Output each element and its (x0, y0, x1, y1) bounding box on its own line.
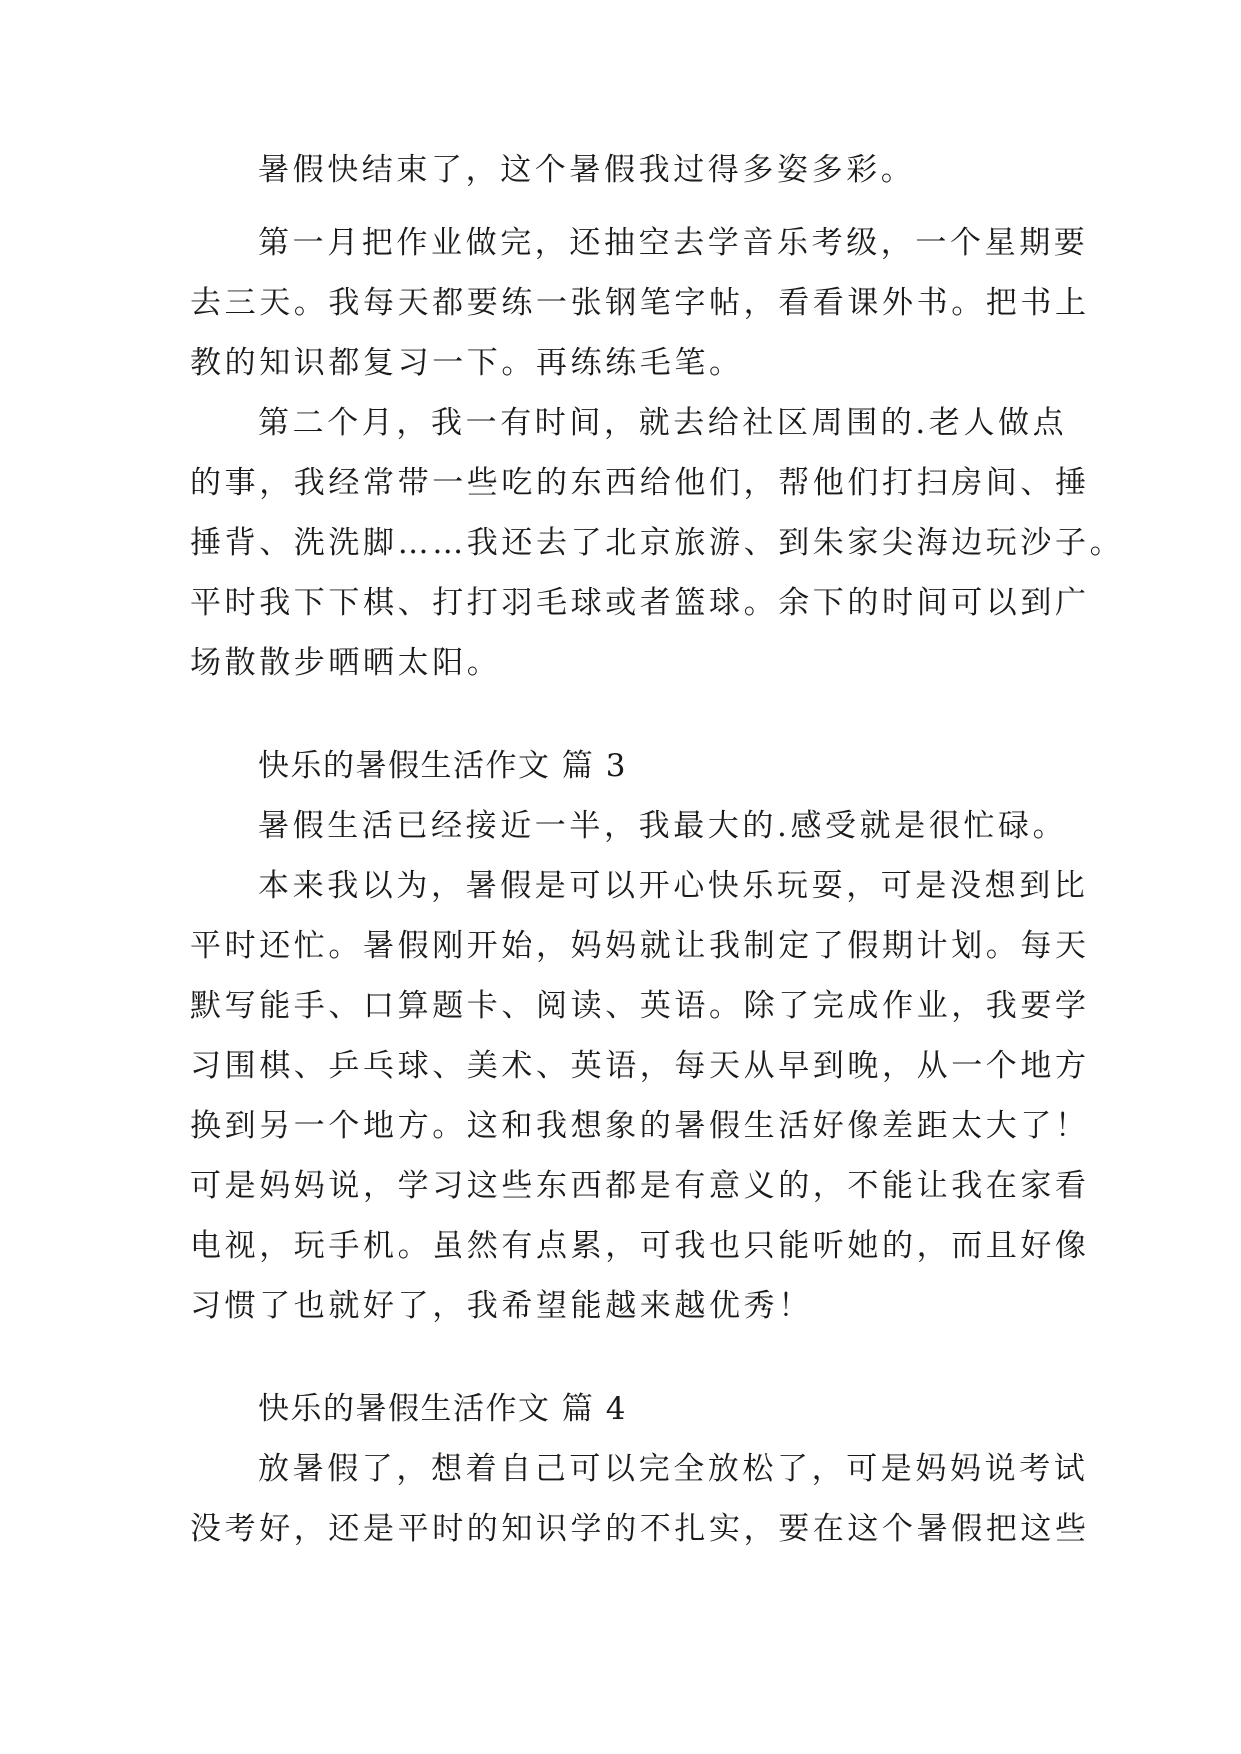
paragraph-line: 习惯了也就好了，我希望能越来越优秀！ (190, 1288, 813, 1324)
paragraph-line: 可是妈妈说，学习这些东西都是有意义的，不能让我在家看 (190, 1168, 1090, 1204)
paragraph-line: 第二个月，我一有时间，就去给社区周围的.老人做点 (258, 405, 1068, 441)
section-heading: 快乐的暑假生活作文 篇 4 (258, 1391, 627, 1427)
paragraph-line: 教的知识都复习一下。再练练毛笔。 (190, 345, 744, 381)
paragraph-line: 平时还忙。暑假刚开始，妈妈就让我制定了假期计划。每天 (190, 928, 1090, 964)
paragraph-line: 默写能手、口算题卡、阅读、英语。除了完成作业，我要学 (190, 988, 1090, 1024)
paragraph-line: 平时我下下棋、打打羽毛球或者篮球。余下的时间可以到广 (190, 585, 1090, 621)
paragraph-line: 的事，我经常带一些吃的东西给他们，帮他们打扫房间、捶 (190, 465, 1090, 501)
paragraph-line: 没考好，还是平时的知识学的不扎实，要在这个暑假把这些 (190, 1511, 1090, 1547)
section-heading: 快乐的暑假生活作文 篇 3 (258, 748, 627, 784)
paragraph-line: 放暑假了，想着自己可以完全放松了，可是妈妈说考试 (258, 1451, 1089, 1487)
paragraph-line: 暑假生活已经接近一半，我最大的.感受就是很忙碌。 (258, 808, 1068, 844)
paragraph-line: 本来我以为，暑假是可以开心快乐玩耍，可是没想到比 (258, 868, 1089, 904)
paragraph-line: 暑假快结束了，这个暑假我过得多姿多彩。 (258, 152, 916, 188)
paragraph-line: 场散散步晒晒太阳。 (190, 645, 502, 681)
paragraph-line: 捶背、洗洗脚……我还去了北京旅游、到朱家尖海边玩沙子。 (190, 525, 1125, 561)
paragraph-line: 电视，玩手机。虽然有点累，可我也只能听她的，而且好像 (190, 1228, 1090, 1264)
paragraph-line: 第一月把作业做完，还抽空去学音乐考级，一个星期要 (258, 225, 1089, 261)
paragraph-line: 去三天。我每天都要练一张钢笔字帖，看看课外书。把书上 (190, 285, 1090, 321)
paragraph-line: 换到另一个地方。这和我想象的暑假生活好像差距太大了！ (190, 1108, 1090, 1144)
paragraph-line: 习围棋、乒乓球、美术、英语，每天从早到晚，从一个地方 (190, 1048, 1090, 1084)
